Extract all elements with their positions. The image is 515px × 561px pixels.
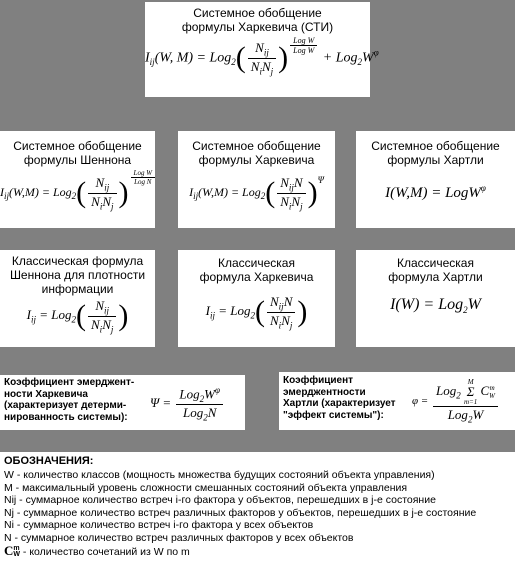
box-hartley-system-formula: I(W,M) = LogW$^\varphi$ [385, 183, 486, 201]
box-shannon-classic-title: Классическая формула Шеннона для плотности информации [9, 254, 146, 296]
box-harkevich-system [178, 131, 335, 228]
coef-hartley-formula: φ = Log$_2$ M Σ m=1 C m W Log$_2$W [397, 378, 515, 425]
legend-line: Nj - суммарное количество встреч различных факторов у объектов, перешедших в j-е состояние [4, 506, 477, 519]
legend-heading: ОБОЗНАЧЕНИЯ: [4, 455, 94, 467]
box-top-sti [145, 2, 379, 97]
box-hartley-classic [356, 250, 515, 347]
coef-hartley-title: Коэффициент эмерджентности Хартли (характеризует "эффект системы"): [283, 375, 396, 421]
box-shannon-system [0, 131, 155, 228]
box-harkevich-classic [178, 250, 335, 347]
legend-line: Ni - суммарное количество встреч i-го фактора у всех объектов [4, 519, 314, 532]
legend-line: W - количество классов (мощность множества будущих состояний объекта управления) [4, 469, 435, 481]
legend-line-combinations: C m W - количество сочетаний из W по m [4, 542, 190, 558]
box-harkevich-classic-formula: $I_{ij} = Log_2$( $\frac{N_{ij}N}{N_iN_j}$ ) [205, 294, 308, 331]
box-shannon-classic-formula: $I_{ij} = Log_2$( $\frac{N_{ij}}{N_iN_j}$ ) [26, 298, 129, 335]
box-shannon-system-formula: $I_{ij}(W,M) = Log_2$( $\frac{N_{ij}}{N_iN_j}$ ) $\frac{\text{Log W}}{\text{Log N}}$ [0, 175, 155, 211]
box-hartley-classic-formula: I(W) = Log$_2$W [390, 296, 481, 316]
legend-lines [4, 469, 511, 545]
coef-harkevich-formula: Ψ = $\frac{Log_2W^\varphi}{Log_2N}$ [130, 385, 245, 423]
legend-line: M - максимальный уровень сложности смешанных состояний объекта управления [4, 481, 408, 494]
box-legend [0, 452, 515, 561]
box-shannon-classic [0, 250, 155, 347]
box-harkevich-system-formula: $I_{ij}(W,M) = Log_2$( $\frac{N_{ij}N}{N_iN_j}$ )$^\Psi$ [189, 175, 324, 212]
box-harkevich-system-title: Системное обобщение формулы Харкевича [192, 139, 321, 167]
box-top-title: Системное обобщение формулы Харкевича (СТИ) [181, 6, 334, 34]
box-hartley-system-title: Системное обобщение формулы Хартли [371, 139, 500, 167]
box-hartley-system [356, 131, 515, 228]
box-harkevich-classic-title: Классическая формула Харкевича [199, 256, 314, 284]
box-hartley-classic-title: Классическая формула Хартли [388, 256, 483, 284]
legend-line: N - суммарное количество встреч различных факторов у всех объектов [4, 531, 354, 544]
legend-line: Nij - суммарное количество встреч i-го фактора у объектов, перешедших в j-е состояние [4, 494, 436, 507]
box-coef-hartley [279, 372, 515, 430]
coef-harkevich-title: Коэффициент эмерджент- ности Харкевича (характеризует детерми- нированность системы): [4, 377, 135, 423]
box-shannon-system-title: Системное обобщение формулы Шеннона [13, 139, 142, 167]
box-coef-harkevich [0, 375, 245, 430]
box-top-formula: $I_{ij}(W$, M) = Log$_2$( $\frac{N_{ij}}{N_iN_j}$ ) $\frac{\text{Log W}}{\text{Log W}}$ + $Log_2W^\varphi$ [145, 36, 379, 77]
